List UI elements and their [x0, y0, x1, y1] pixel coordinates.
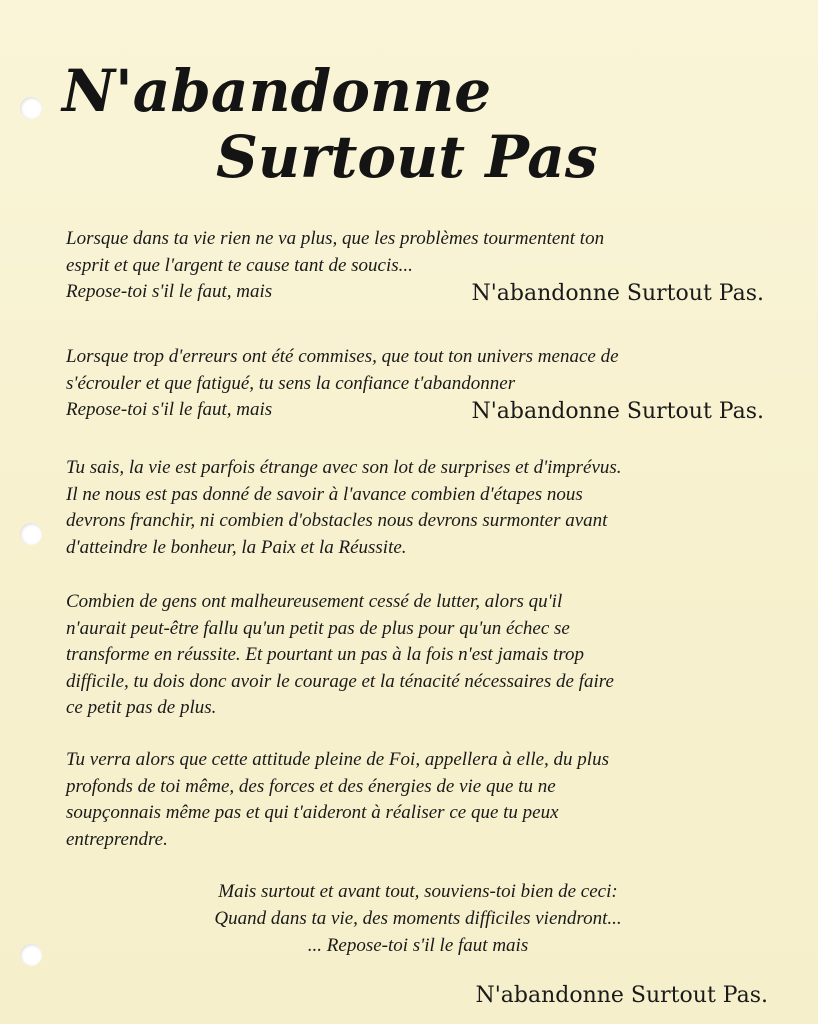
refrain-text: Repose-toi s'il le faut, mais: [66, 280, 273, 302]
stanza-line: Lorsque dans ta vie rien ne va plus, que les problèmes tourmentent ton: [66, 228, 605, 249]
title-line-1: N'abandonne: [62, 57, 492, 125]
closing-block: [66, 878, 770, 959]
closing-line: Quand dans ta vie, des moments difficiles viendront...: [214, 908, 622, 929]
stanza-line: Lorsque trop d'erreurs ont été commises, que tout ton univers menace de: [66, 346, 619, 367]
binder-hole-top: [20, 97, 42, 119]
paragraph-line: d'atteindre le bonheur, la Paix et la Réussite.: [66, 536, 407, 558]
paragraph-line: soupçonnais même pas et qui t'aideront à réaliser ce que tu peux: [66, 802, 559, 823]
paragraph-line: ce petit pas de plus.: [66, 697, 217, 718]
final-slogan: N'abandonne Surtout Pas.: [475, 983, 768, 1008]
stanza-2: [66, 344, 770, 427]
paragraph-line: Il ne nous est pas donné de savoir à l'avance combien d'étapes nous: [66, 483, 583, 505]
refrain-slogan: N'abandonne Surtout Pas.: [471, 280, 764, 306]
paragraph-3: [66, 747, 770, 853]
paragraph-line: n'aurait peut-être fallu qu'un petit pas de plus pour qu'un échec se: [66, 617, 570, 639]
paragraph-2: [66, 589, 770, 722]
stanza-line: esprit et que l'argent te cause tant de soucis...: [66, 254, 413, 276]
paragraph-line: Tu verra alors que cette attitude pleine de Foi, appellera à elle, du plus: [66, 749, 609, 770]
paragraph-line: transforme en réussite. Et pourtant un pas à la fois n'est jamais trop: [66, 644, 584, 665]
refrain-text: Repose-toi s'il le faut, mais: [66, 398, 273, 420]
closing-line: Mais surtout et avant tout, souviens-toi bien de ceci:: [218, 881, 618, 902]
closing-line: ... Repose-toi s'il le faut mais: [307, 935, 529, 956]
paragraph-line: Combien de gens ont malheureusement cessé de lutter, alors qu'il: [66, 591, 563, 612]
paragraph-1: [66, 455, 770, 561]
title-line-2: Surtout Pas: [216, 123, 598, 191]
paragraph-line: profonds de toi même, des forces et des énergies de vie que tu ne: [66, 775, 556, 797]
refrain-slogan: N'abandonne Surtout Pas.: [471, 398, 764, 424]
stanza-1: [66, 226, 770, 309]
binder-hole-middle: [20, 523, 42, 545]
paragraph-line: entreprendre.: [66, 828, 168, 850]
stanza-line: s'écrouler et que fatigué, tu sens la confiance t'abandonner: [66, 372, 516, 394]
paragraph-line: difficile, tu dois donc avoir le courage et la ténacité nécessaires de faire: [66, 670, 614, 692]
paragraph-line: devrons franchir, ni combien d'obstacles nous devrons surmonter avant: [66, 510, 608, 531]
refrain-row: [66, 397, 770, 427]
paragraph-line: Tu sais, la vie est parfois étrange avec son lot de surprises et d'imprévus.: [66, 457, 622, 478]
binder-hole-bottom: [20, 944, 42, 966]
refrain-row: [66, 279, 770, 309]
